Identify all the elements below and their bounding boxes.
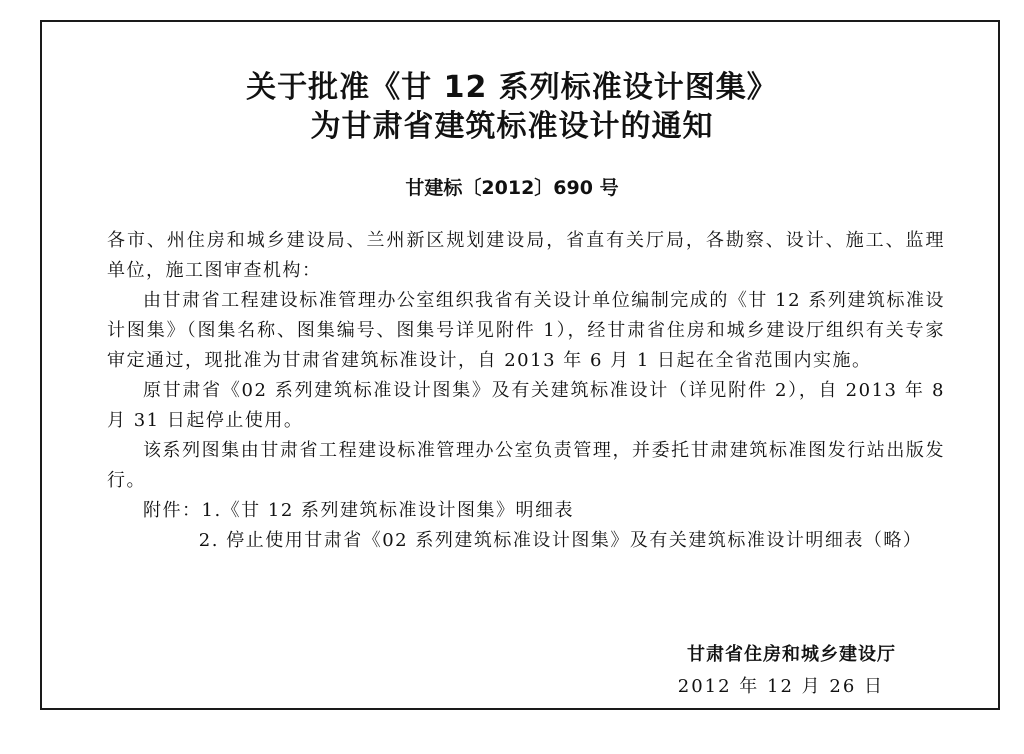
document-body xyxy=(107,226,945,556)
paragraph-discontinue: 原甘肃省《02 系列建筑标准设计图集》及有关建筑标准设计（详见附件 2），自 2013 年 8 月 31 日起停止使用。 xyxy=(107,380,945,431)
paragraph-approval: 由甘肃省工程建设标准管理办公室组织我省有关设计单位编制完成的《甘 12 系列建筑标准设计图集》（图集名称、图集编号、图集号详见附件 1），经甘肃省住房和城乡建设厅组织有关专家审定通过，现批准为甘肃省建筑标准设计，自 2013 年 6 月 1 日起在全省范围内实施。 xyxy=(107,290,945,371)
document-number: 甘建标〔2012〕690 号 xyxy=(405,177,619,199)
issuer-signature: 甘肃省住房和城乡建设厅 xyxy=(687,644,896,665)
addressee: 各市、州住房和城乡建设局、兰州新区规划建设局，省直有关厅局，各勘察、设计、施工、监理单位，施工图审查机构： xyxy=(107,230,945,281)
document-title-line-1: 关于批准《甘 12 系列标准设计图集》 xyxy=(246,70,778,105)
paragraph-management: 该系列图集由甘肃省工程建设标准管理办公室负责管理，并委托甘肃建筑标准图发行站出版发行。 xyxy=(107,440,945,491)
attachment-item-1: 附件：1.《甘 12 系列建筑标准设计图集》明细表 xyxy=(143,500,575,521)
issue-date: 2012 年 12 月 26 日 xyxy=(677,676,884,697)
attachment-item-2: 2. 停止使用甘肃省《02 系列建筑标准设计图集》及有关建筑标准设计明细表（略） xyxy=(198,530,923,551)
document-title-line-2: 为甘肃省建筑标准设计的通知 xyxy=(310,109,714,144)
